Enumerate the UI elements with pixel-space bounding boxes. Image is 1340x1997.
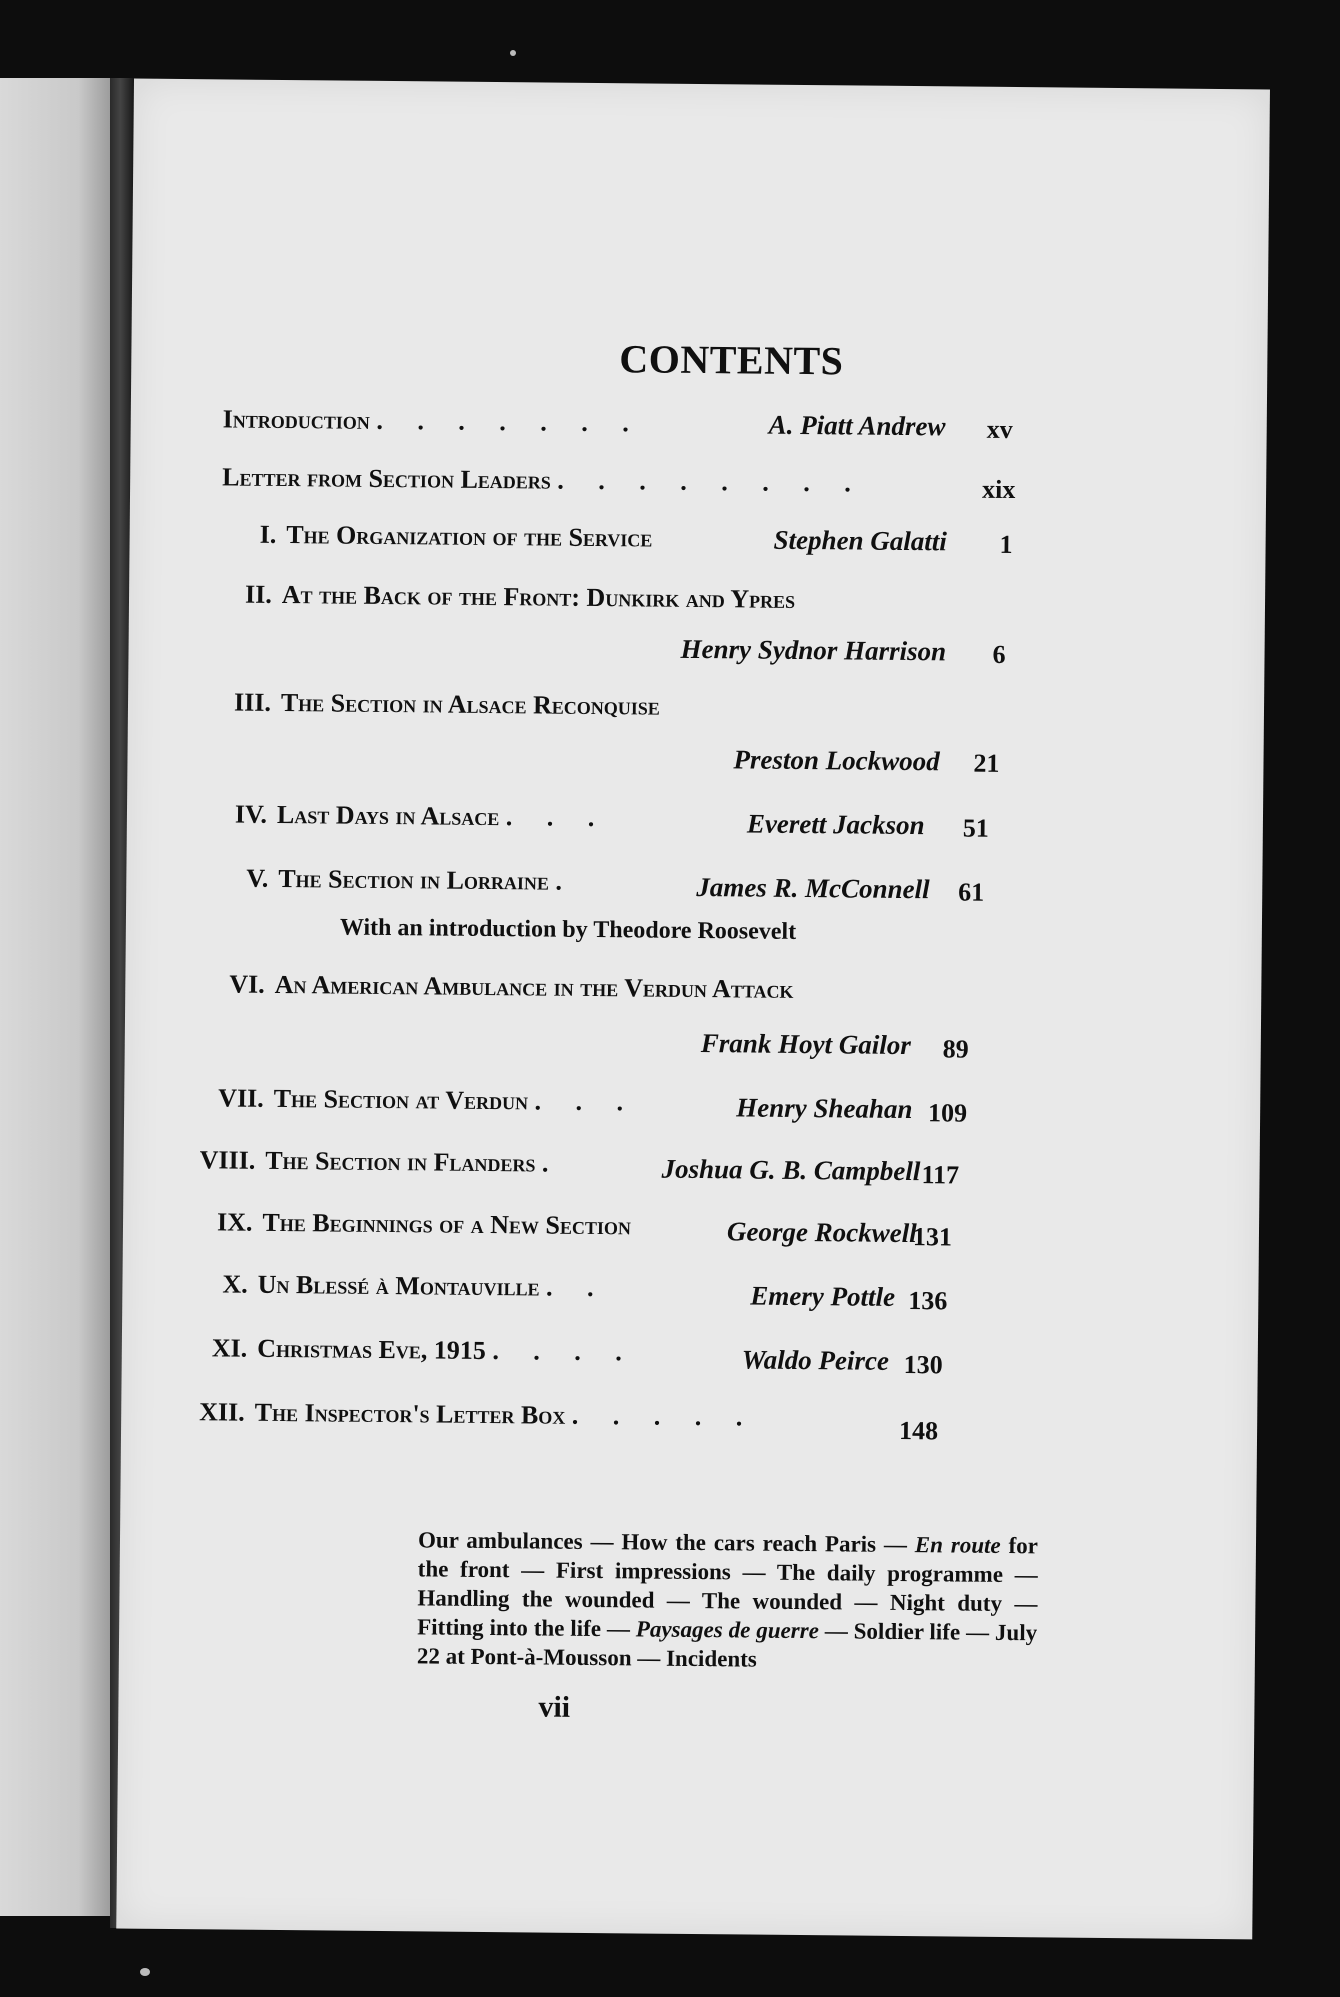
chapter-page: 109 (927, 1098, 968, 1128)
toc-entry-chapter-6 (229, 970, 793, 1005)
chapter-page: 148 (898, 1415, 939, 1446)
chapter-title: The Section in Lorraine (278, 863, 550, 896)
chapter-page: 89 (942, 1034, 969, 1064)
facing-page-edge (0, 78, 112, 1916)
chapter-author: Everett Jackson (746, 808, 925, 841)
leader-dots: . (555, 866, 563, 896)
chapter-title: The Beginnings of a New Section (262, 1207, 632, 1241)
toc-entry-chapter-8 (200, 1145, 549, 1178)
description-text: for the front — First impressions — The daily programme — Handling the wounded — The wounded — Night duty — Fitting into the life — (417, 1532, 1039, 1642)
chapter-title: At the Back of the Front: Dunkirk and Ypres (281, 579, 796, 614)
toc-entry-introduction (223, 404, 643, 438)
chapter-author: George Rockwell (726, 1216, 917, 1249)
entry-page: xix (981, 474, 1016, 505)
toc-entry-letter (222, 462, 865, 498)
chapter-author: Henry Sheahan (736, 1092, 913, 1125)
description-text: — Soldier life — July 22 at Pont-à-Mousson — Incidents (416, 1618, 1038, 1672)
description-italic: En route (914, 1532, 1001, 1558)
toc-entry-chapter-9 (217, 1207, 631, 1241)
chapter-title: Last Days in Alsace (276, 799, 500, 832)
chapter-page: 61 (958, 877, 985, 907)
chapter-page: 21 (973, 748, 1000, 778)
toc-entry-chapter-3 (234, 688, 660, 722)
chapter-title: Un Blessé à Montauville (257, 1269, 540, 1302)
chapter-author: Frank Hoyt Gailor (700, 1028, 911, 1061)
leader-dots: . . . (505, 802, 609, 833)
chapter-number: V. (246, 863, 269, 893)
chapter-author: Henry Sydnor Harrison (680, 633, 947, 667)
chapter-title: The Organization of the Service (286, 520, 653, 553)
page-folio: vii (538, 1690, 571, 1724)
entry-label: Introduction (222, 404, 371, 435)
chapter-number: VIII. (199, 1145, 256, 1175)
chapter-number: I. (259, 519, 277, 549)
chapter-number: VI. (229, 969, 265, 999)
leader-dots: . . . . . . . (376, 405, 644, 438)
chapter-author: Waldo Peirce (741, 1344, 890, 1376)
leader-dots: . . . . (492, 1336, 637, 1367)
chapter-number: XII. (199, 1397, 245, 1427)
dust-speck (510, 50, 516, 56)
toc-entry-chapter-2 (245, 580, 795, 615)
chapter-title: The Section in Flanders (265, 1145, 536, 1178)
chapter-title: The Section at Verdun (273, 1083, 529, 1116)
chapter-title: The Inspector's Letter Box (254, 1397, 566, 1430)
description-text: Our ambulances — How the cars reach Paris — (417, 1527, 915, 1558)
toc-entry-chapter-10 (222, 1269, 607, 1303)
chapter-number: X. (222, 1269, 248, 1299)
toc-entry-chapter-1 (260, 520, 653, 554)
chapter-page: 130 (903, 1349, 943, 1380)
toc-entry-chapter-4 (235, 800, 609, 834)
entry-label: Letter from Section Leaders (222, 462, 552, 495)
leader-dots: . (541, 1148, 549, 1178)
chapter-12-description (417, 1525, 1038, 1676)
toc-entry-chapter-5 (246, 864, 562, 897)
chapter-page: 117 (921, 1160, 960, 1190)
chapter-author: Stephen Galatti (773, 524, 948, 557)
leader-dots: . . (545, 1272, 608, 1303)
toc-entry-chapter-7 (218, 1083, 637, 1117)
chapter-author: Emery Pottle (750, 1280, 896, 1312)
chapter-title: An American Ambulance in the Verdun Attack (274, 969, 794, 1004)
chapter-number: III. (233, 687, 272, 717)
chapter-author: Preston Lockwood (733, 744, 940, 777)
book-page (116, 79, 1270, 1940)
chapter-title: The Section in Alsace Reconquise (280, 687, 661, 721)
chapter-page: 136 (908, 1286, 948, 1316)
table-of-contents (116, 79, 1270, 1940)
leader-dots: . . . (534, 1086, 638, 1117)
chapter-title: Christmas Eve, 1915 (257, 1333, 487, 1365)
entry-page: xv (986, 414, 1013, 444)
chapter-page: 6 (992, 639, 1006, 669)
chapter-page: 131 (912, 1222, 953, 1252)
chapter-number: XI. (211, 1333, 248, 1363)
entry-author: A. Piatt Andrew (768, 409, 946, 442)
chapter-number: VII. (218, 1083, 264, 1113)
chapter-number: II. (244, 579, 272, 609)
chapter-number: IX. (216, 1207, 253, 1237)
leader-dots: . . . . . (571, 1400, 757, 1432)
chapter-author: James R. McConnell (696, 871, 930, 905)
chapter-author: Joshua G. B. Campbell (661, 1153, 921, 1187)
description-italic: Paysages de guerre (635, 1616, 819, 1644)
chapter-page: 1 (999, 529, 1013, 560)
dust-speck (140, 1968, 150, 1976)
toc-entry-chapter-12 (199, 1397, 756, 1432)
contents-title: CONTENTS (619, 336, 844, 384)
chapter-number: IV. (234, 799, 268, 829)
chapter-note: With an introduction by Theodore Roosevelt (339, 914, 797, 945)
toc-entry-chapter-11 (212, 1333, 636, 1367)
chapter-page: 51 (962, 813, 990, 843)
leader-dots: . . . . . . . . (557, 465, 866, 498)
